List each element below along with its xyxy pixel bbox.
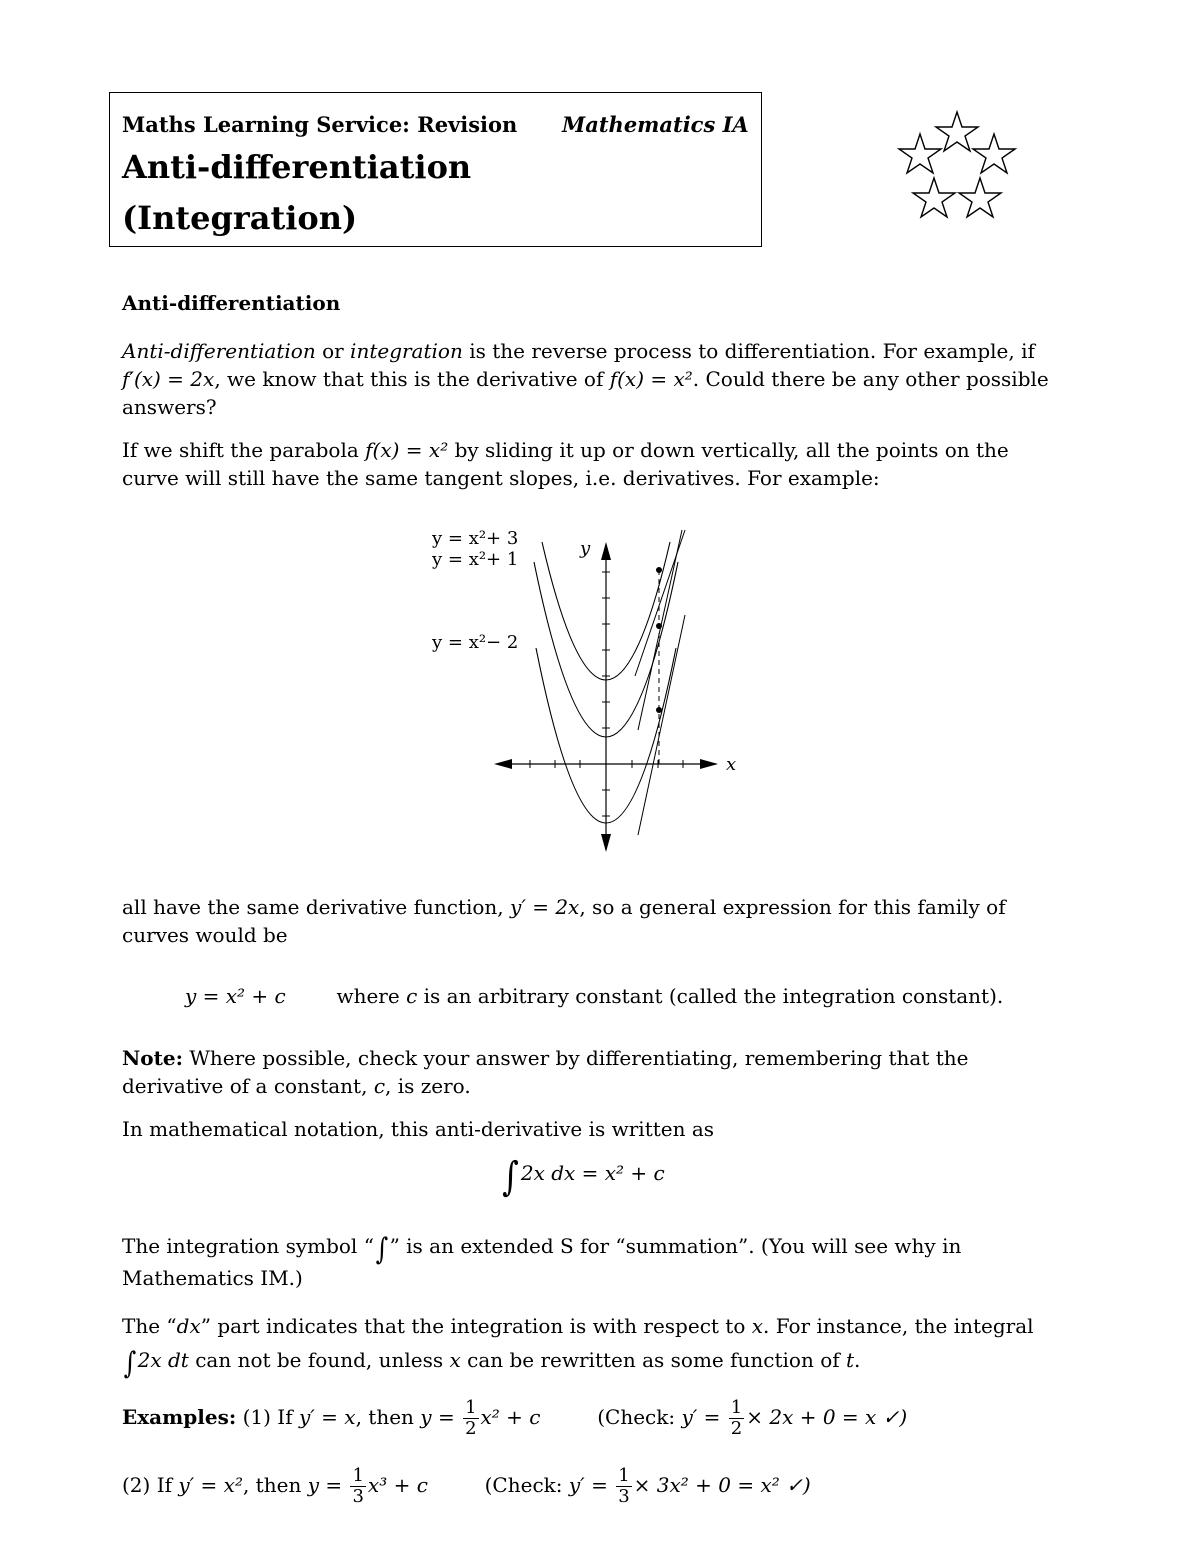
math-derivative: f′(x) = 2x xyxy=(122,367,215,391)
label-y-x2-minus-2: y = x²− 2 xyxy=(432,632,519,653)
integral-sign-icon: ∫ xyxy=(502,1154,519,1200)
y-axis-label: y xyxy=(580,538,591,559)
math-derivative: y′ = 2x xyxy=(510,895,580,919)
course-label: Mathematics IA xyxy=(562,112,749,137)
y-axis-arrow-down-icon xyxy=(601,834,611,852)
stars-logo-icon xyxy=(890,108,1025,233)
fraction: $\frac{1}{3}$ xyxy=(618,1465,630,1507)
section-heading: Anti-differentiation xyxy=(122,291,341,315)
dx-paragraph: The “dx” part indicates that the integration is with respect to x. For instance, the integral ∫2x dt can not be found, unless x can be rewritten as some function of t. xyxy=(122,1314,1034,1381)
label-y-x2-plus-3: y = x²+ 3 xyxy=(432,528,519,549)
integral-sign-icon: ∫ xyxy=(123,1346,137,1381)
example-2: (2) If y′ = x², then y = $\frac{1}{3}$ x³ + c (Check: y′ = $\frac{1}{3}$ × 3x² + 0 = x² ✓) xyxy=(122,1465,811,1507)
shift-paragraph: If we shift the parabola f(x) = x² by sliding it up or down vertically, all the points on the curve will still have the same tangent slopes, i.e. derivatives. For example: xyxy=(122,438,1009,490)
examples-label: Examples: xyxy=(122,1405,237,1429)
note-paragraph: Note: Where possible, check your answer by differentiating, remembering that the derivative of a constant, c, is zero. xyxy=(122,1046,969,1098)
x-axis-arrow-right-icon xyxy=(700,759,718,769)
label-y-x2-plus-1: y = x²+ 1 xyxy=(432,549,519,570)
family-paragraph: all have the same derivative function, y′ = 2x, so a general expression for this family of curves would be xyxy=(122,895,1006,947)
x-axis-label: x xyxy=(726,754,737,775)
example-1: Examples: (1) If y′ = x, then y = $\frac{1}{2}$ x² + c (Check: y′ = $\frac{1}{2}$ × 2x + 0 = x ✓) xyxy=(122,1397,908,1439)
intro-paragraph: Anti-differentiation or integration is the reverse process to differentiation. For example, if f′(x) = 2x, we know that this is the derivative of f(x) = x². Could there be any other possible answers? xyxy=(122,339,1049,419)
fraction: $\frac{1}{2}$ xyxy=(730,1397,743,1439)
integral-formula: ∫ 2x dx = x² + c xyxy=(502,1154,665,1200)
term-integration: integration xyxy=(350,339,463,363)
general-formula: y = x² + c xyxy=(185,984,286,1008)
x-axis-arrow-left-icon xyxy=(494,759,512,769)
term-anti-differentiation: Anti-differentiation xyxy=(122,339,316,363)
fraction: $\frac{1}{3}$ xyxy=(352,1465,364,1507)
service-label: Maths Learning Service: Revision xyxy=(122,112,518,137)
page-title-line1: Anti-differentiation xyxy=(122,148,472,186)
math-function: f(x) = x² xyxy=(365,438,449,462)
fraction: $\frac{1}{2}$ xyxy=(465,1397,477,1439)
symbol-paragraph: The integration symbol “∫” is an extended S for “summation”. (You will see why in Mathematics IM.) xyxy=(122,1232,962,1290)
notation-paragraph: In mathematical notation, this anti-derivative is written as xyxy=(122,1117,715,1141)
integral-sign-icon: ∫ xyxy=(375,1232,388,1267)
parabola-graph xyxy=(420,520,750,860)
page-title-line2: (Integration) xyxy=(122,199,358,237)
note-label: Note: xyxy=(122,1046,183,1070)
y-axis-arrow-up-icon xyxy=(601,542,611,560)
math-function: f(x) = x² xyxy=(609,367,693,391)
general-formula-line: y = x² + c where c is an arbitrary constant (called the integration constant). xyxy=(185,984,1004,1008)
